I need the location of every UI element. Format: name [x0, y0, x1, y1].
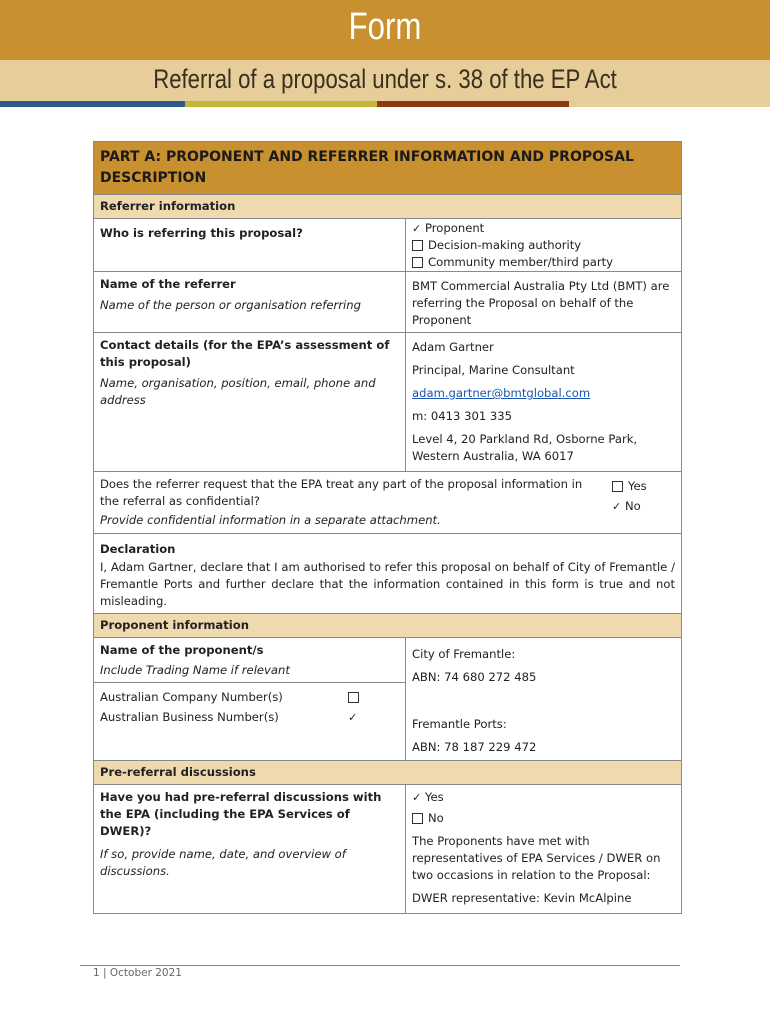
referrer-name-value[interactable]: BMT Commercial Australia Pty Ltd (BMT) are referring the Proposal on behalf of the Proponent [412, 279, 670, 327]
stripe-tan [569, 101, 770, 107]
proponent-1-name[interactable]: City of Fremantle: [412, 647, 516, 661]
declaration-text: I, Adam Gartner, declare that I am authorised to refer this proposal on behalf of City of Fremantle / Fremantle Ports and further declare that the information contained in this form is true and not misleading. [100, 560, 675, 608]
proponent-1-abn[interactable]: ABN: 74 680 272 485 [412, 670, 537, 684]
contact-name[interactable]: Adam Gartner [412, 340, 494, 354]
contact-phone[interactable]: m: 0413 301 335 [412, 409, 513, 423]
declaration-title: Declaration [100, 542, 176, 556]
confidential-question: Does the referrer request that the EPA treat any part of the proposal information in the referral as confidential? [100, 477, 583, 508]
prereferral-yes-option[interactable]: ✓ Yes [412, 790, 444, 804]
prereferral-representative[interactable]: DWER representative: Kevin McAlpine [412, 891, 632, 905]
prereferral-hint: If so, provide name, date, and overview of discussions. [100, 847, 346, 878]
proponent-2-abn[interactable]: ABN: 78 187 229 472 [412, 740, 537, 754]
proponent-name-label: Name of the proponent/s [100, 643, 264, 657]
checkbox-icon [412, 813, 423, 824]
stripe-olive [185, 101, 377, 107]
contact-position[interactable]: Principal, Marine Consultant [412, 363, 575, 377]
option-community-member[interactable]: Community member/third party [412, 254, 675, 271]
contact-email-link[interactable]: adam.gartner@bmtglobal.com [412, 386, 591, 400]
confidential-hint: Provide confidential information in a separate attachment. [100, 513, 441, 527]
referrer-name-hint: Name of the person or organisation referring [100, 298, 361, 312]
form-subtitle: Referral of a proposal under s. 38 of the EP Act [153, 64, 617, 94]
confidential-no-option[interactable]: ✓ No [612, 499, 641, 513]
prereferral-summary[interactable]: The Proponents have met with representatives of EPA Services / DWER on two occasions in relation to the Proposal: [412, 834, 661, 882]
check-icon: ✓ [348, 711, 358, 724]
who-referring-label: Who is referring this proposal? [94, 219, 406, 271]
footer-divider [80, 965, 680, 966]
option-proponent[interactable]: ✓ Proponent [412, 221, 485, 235]
stripe-brown [377, 101, 569, 107]
proponent-section-heading: Proponent information [94, 614, 681, 637]
part-a-title: PART A: PROPONENT AND REFERRER INFORMATION AND PROPOSAL DESCRIPTION [94, 142, 681, 194]
checkbox-icon [412, 240, 423, 251]
proponent-2-name[interactable]: Fremantle Ports: [412, 717, 507, 731]
contact-details-label: Contact details (for the EPA’s assessment of this proposal) [100, 338, 390, 369]
proponent-name-hint: Include Trading Name if relevant [100, 663, 290, 677]
form-title: Form [348, 6, 422, 48]
referrer-section-heading: Referrer information [94, 195, 681, 218]
prereferral-section-heading: Pre-referral discussions [94, 761, 681, 784]
checkbox-icon [348, 692, 359, 703]
abn-option[interactable]: Australian Business Number(s) ✓ [100, 709, 399, 726]
contact-details-hint: Name, organisation, position, email, phone and address [100, 376, 376, 407]
prereferral-question: Have you had pre-referral discussions with the EPA (including the EPA Services of DWER)? [100, 790, 382, 838]
referral-form [93, 141, 682, 914]
option-decision-making-authority[interactable]: Decision-making authority [412, 237, 675, 254]
page-footer: 1 | October 2021 [93, 967, 182, 979]
stripe-blue [0, 101, 185, 107]
acn-option[interactable]: Australian Company Number(s) [100, 689, 399, 706]
prereferral-no-option[interactable]: No [412, 810, 675, 827]
check-icon: ✓ [412, 222, 422, 235]
contact-address[interactable]: Level 4, 20 Parkland Rd, Osborne Park, Western Australia, WA 6017 [412, 432, 638, 463]
referrer-name-label: Name of the referrer [100, 277, 236, 291]
confidential-yes-option[interactable]: Yes [612, 478, 675, 495]
checkbox-icon [412, 257, 423, 268]
check-icon: ✓ [612, 500, 622, 513]
check-icon: ✓ [412, 791, 422, 804]
checkbox-icon [612, 481, 623, 492]
